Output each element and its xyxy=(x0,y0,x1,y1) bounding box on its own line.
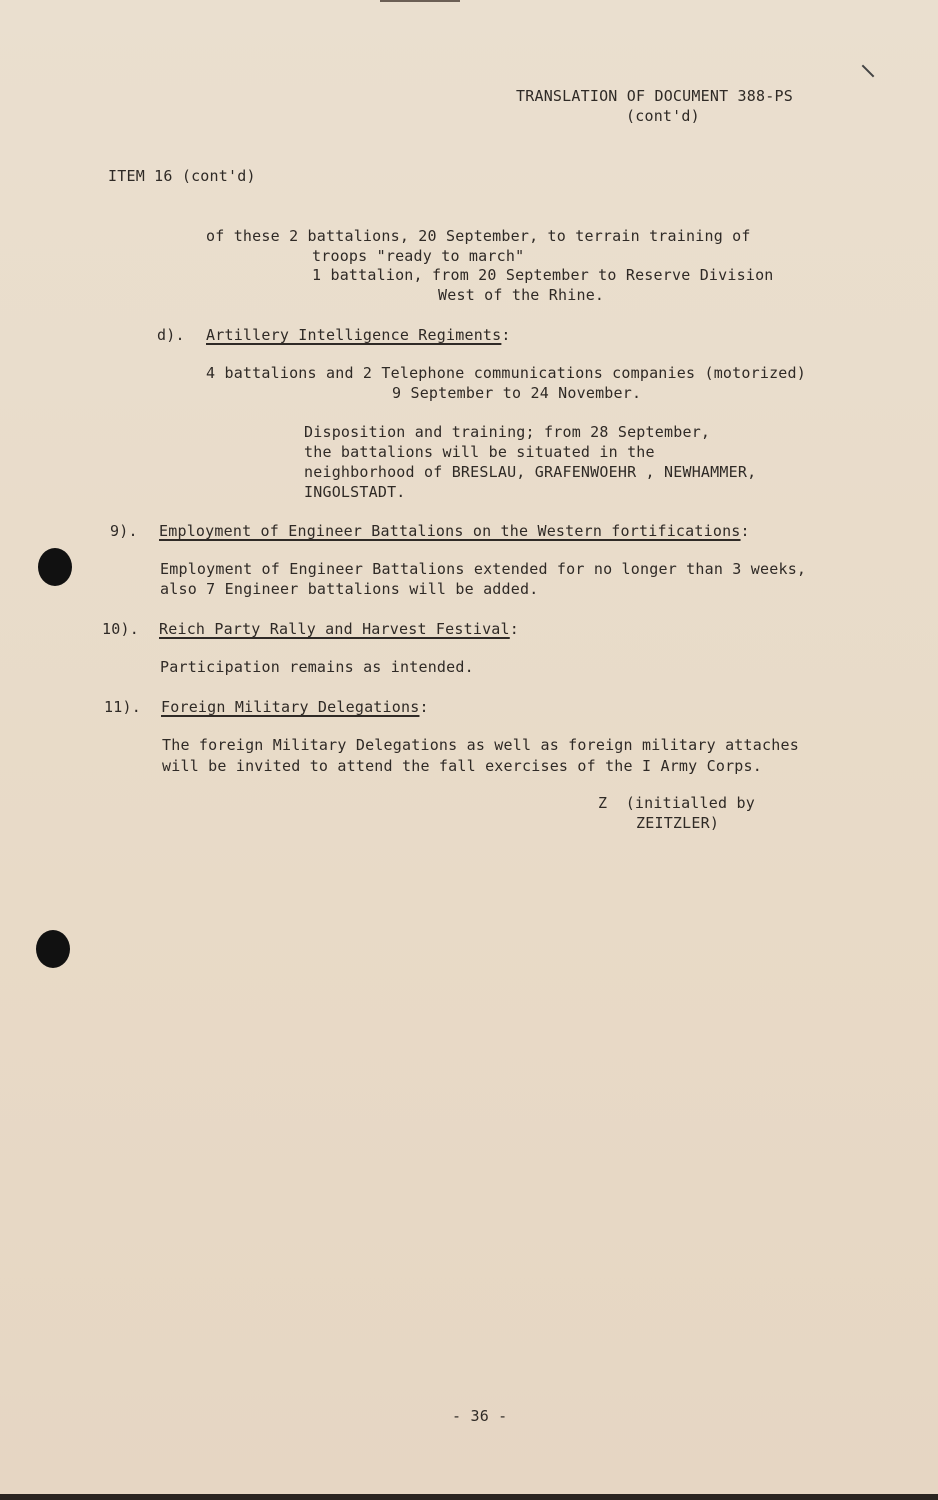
document-title: TRANSLATION OF DOCUMENT 388-PS xyxy=(516,87,793,105)
paragraph-line: of these 2 battalions, 20 September, to terrain training of xyxy=(206,227,751,245)
section-title: Reich Party Rally and Harvest Festival xyxy=(159,620,510,638)
paragraph-line: INGOLSTADT. xyxy=(304,483,406,501)
paragraph-line: Disposition and training; from 28 September, xyxy=(304,423,711,441)
paragraph-line: troops "ready to march" xyxy=(312,247,525,265)
document-cont: (cont'd) xyxy=(626,107,700,125)
scan-bottom-edge xyxy=(0,1494,938,1500)
top-edge-mark xyxy=(380,0,460,2)
pencil-mark xyxy=(862,65,875,78)
signature-line: Z (initialled by xyxy=(598,794,755,812)
paragraph-line: The foreign Military Delegations as well as foreign military attaches xyxy=(162,736,799,754)
section-heading xyxy=(159,521,750,541)
section-title: Artillery Intelligence Regiments xyxy=(206,326,502,344)
section-title: Employment of Engineer Battalions on the Western fortifications xyxy=(159,522,741,540)
section-label: 9). xyxy=(110,522,138,540)
paragraph-line: will be invited to attend the fall exercises of the I Army Corps. xyxy=(162,757,762,775)
paragraph-line: also 7 Engineer battalions will be added. xyxy=(160,580,539,598)
section-title-suffix: : xyxy=(740,522,750,540)
page-number: - 36 - xyxy=(452,1407,508,1425)
section-heading xyxy=(161,697,429,717)
paragraph-line: 9 September to 24 November. xyxy=(392,384,642,402)
paragraph-line: Employment of Engineer Battalions extended for no longer than 3 weeks, xyxy=(160,560,807,578)
section-label: d). xyxy=(157,326,185,344)
paragraph-line: Participation remains as intended. xyxy=(160,658,474,676)
section-title: Foreign Military Delegations xyxy=(161,698,420,716)
signature-name: ZEITZLER) xyxy=(636,814,720,832)
section-title-suffix: : xyxy=(419,698,429,716)
punch-hole-top xyxy=(38,548,72,586)
paragraph-line: West of the Rhine. xyxy=(438,286,605,304)
paragraph-line: 1 battalion, from 20 September to Reserve Division xyxy=(312,266,774,284)
section-title-suffix: : xyxy=(501,326,511,344)
section-heading xyxy=(206,325,511,345)
paragraph-line: neighborhood of BRESLAU, GRAFENWOEHR , NEWHAMMER, xyxy=(304,463,757,481)
section-label: 10). xyxy=(102,620,139,638)
section-heading xyxy=(159,619,519,639)
item-heading: ITEM 16 (cont'd) xyxy=(108,167,256,185)
section-title-suffix: : xyxy=(509,620,520,638)
paragraph-line: the battalions will be situated in the xyxy=(304,443,655,461)
paragraph-line: 4 battalions and 2 Telephone communications companies (motorized) xyxy=(206,364,806,382)
punch-hole-bottom xyxy=(36,930,70,968)
section-label: 11). xyxy=(104,698,141,716)
